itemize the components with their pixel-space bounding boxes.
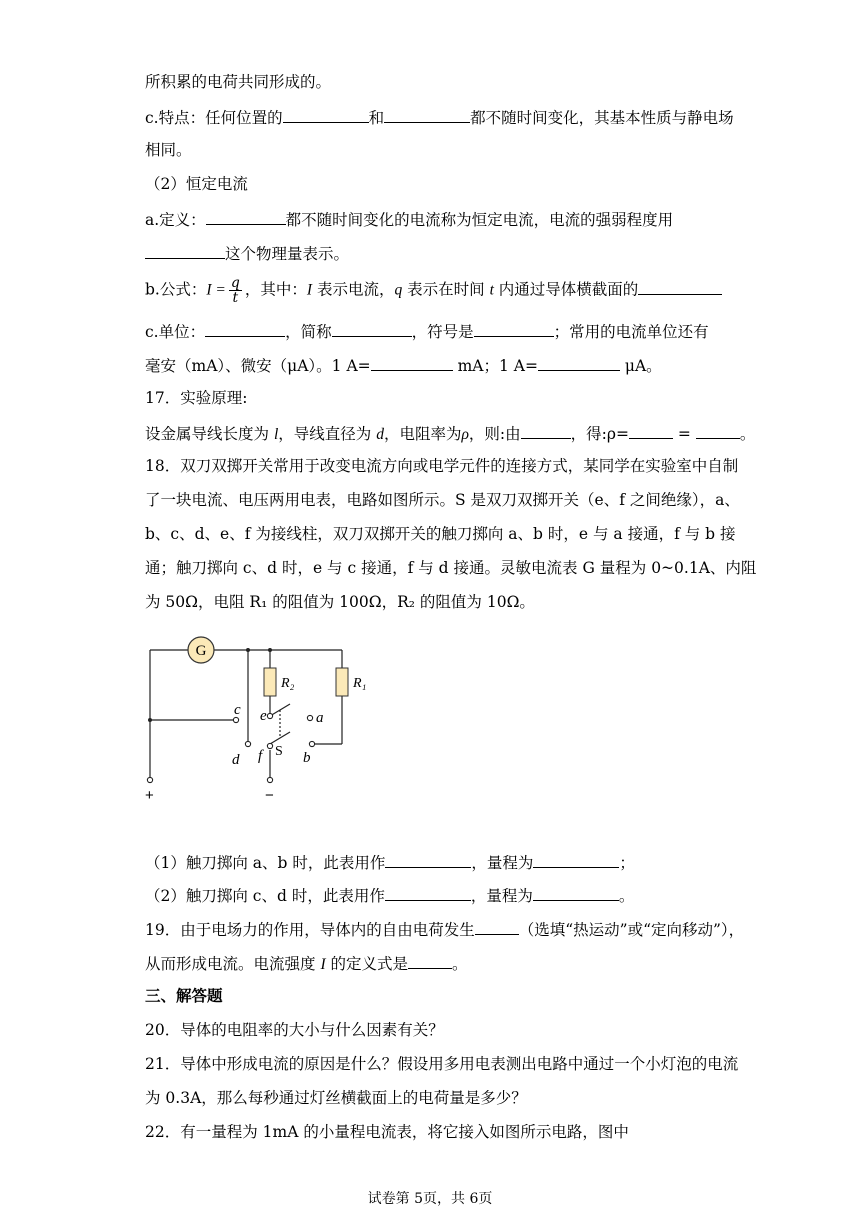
label-b: b xyxy=(303,750,311,766)
label-s: S xyxy=(275,744,283,759)
text-span: 为 50Ω，电阻 R₁ 的阻值为 100Ω，R₂ 的阻值为 10Ω。 xyxy=(145,593,535,611)
text-span: 18．双刀双掷开关常用于改变电流方向或电学元件的连接方式，某同学在实验室中自制 xyxy=(145,457,739,475)
fraction-numerator: q xyxy=(230,275,240,291)
text-line xyxy=(145,558,756,578)
text-span: 了一块电流、电压两用电表，电路如图所示。S 是双刀双掷开关（e、f 之间绝缘），a、 xyxy=(145,491,740,509)
text-line xyxy=(145,884,634,906)
junction-dot xyxy=(268,648,272,652)
formula-line xyxy=(145,276,722,305)
text-span: ，则:由 xyxy=(468,425,521,443)
galvanometer-label: G xyxy=(195,643,207,659)
terminal-minus xyxy=(267,777,272,782)
text-span: （2）恒定电流 xyxy=(145,175,248,193)
text-span: ，电阻率为 xyxy=(383,425,462,443)
answer-blank xyxy=(145,242,225,259)
text-span: （选填“热运动”或“定向移动”）， xyxy=(518,921,745,939)
fraction xyxy=(229,276,242,305)
text-span: a.定义： xyxy=(145,211,206,229)
text-span: ，量程为 xyxy=(471,854,534,872)
answer-blank xyxy=(385,851,471,868)
text-span: ，导线直径为 xyxy=(278,425,377,443)
text-span: 。 xyxy=(618,887,635,905)
junction-dot xyxy=(148,718,152,722)
text-line xyxy=(145,422,755,445)
label-a: a xyxy=(316,710,324,726)
answer-blank xyxy=(538,354,620,371)
text-span: c.特点：任何位置的 xyxy=(145,109,283,127)
circuit-diagram xyxy=(140,630,380,805)
text-line xyxy=(145,106,734,128)
text-span: 。 xyxy=(452,955,468,973)
text-line xyxy=(145,952,468,975)
text-span: （2）触刀掷向 c、d 时，此表用作 xyxy=(145,887,385,905)
variable: ρ xyxy=(461,426,469,443)
text-line xyxy=(145,1088,527,1108)
variable: l xyxy=(273,426,279,443)
answer-blank xyxy=(629,422,673,439)
terminal-b xyxy=(309,741,314,746)
answer-blank xyxy=(384,106,470,123)
resistor-r1 xyxy=(336,668,348,696)
section-title xyxy=(145,986,223,1006)
question-17 xyxy=(145,388,247,408)
answer-blank xyxy=(533,851,619,868)
variable: q xyxy=(394,281,403,299)
text-span: 表示电流， xyxy=(312,280,395,299)
section-heading xyxy=(145,174,248,194)
text-span: 内通过导体横截面的 xyxy=(493,280,639,299)
text-span: 为 0.3A，那么每秒通过灯丝横截面上的电荷量是多少？ xyxy=(145,1089,527,1107)
answer-blank xyxy=(332,320,412,337)
text-span: ； xyxy=(619,854,635,872)
label-plus: + xyxy=(145,787,154,804)
text-span: 20．导体的电阻率的大小与什么因素有关？ xyxy=(145,1021,444,1039)
answer-blank xyxy=(283,106,369,123)
text-span: 19．由于电场力的作用，导体内的自由电荷发生 xyxy=(145,921,475,939)
text-span: 和 xyxy=(368,109,385,127)
text-span: ，其中： xyxy=(244,280,307,299)
question-22 xyxy=(145,1122,629,1142)
text-line xyxy=(145,592,535,612)
variable: I xyxy=(320,956,326,973)
text-span: ，得:ρ= xyxy=(570,425,629,443)
text-span: mA；1 A= xyxy=(452,357,538,375)
terminal-f xyxy=(267,743,272,748)
answer-blank xyxy=(205,320,285,337)
r1-label: R₁ xyxy=(353,676,367,691)
question-18 xyxy=(145,456,738,476)
answer-blank xyxy=(475,918,519,935)
terminal-e xyxy=(267,713,272,718)
label-d: d xyxy=(232,752,240,768)
r2-label: R₂ xyxy=(281,676,295,691)
text-span: 三、解答题 xyxy=(145,986,223,1005)
answer-blank xyxy=(638,278,722,295)
terminal-d xyxy=(245,741,250,746)
answer-blank xyxy=(474,320,554,337)
text-span: 从而形成电流。电流强度 xyxy=(145,955,321,973)
text-line xyxy=(145,242,349,264)
text-span: ，简称 xyxy=(285,323,332,341)
text-span: 17．实验原理: xyxy=(145,389,248,407)
variable: d xyxy=(376,426,384,443)
fraction-denominator: t xyxy=(232,290,239,306)
question-20 xyxy=(145,1020,444,1040)
text-span: 通；触刀掷向 c、d 时，e 与 c 接通，f 与 d 接通。灵敏电流表 G 量程为 0~0.1A、内阻 xyxy=(145,559,757,577)
text-line xyxy=(145,208,673,230)
text-line xyxy=(145,851,635,873)
text-line xyxy=(145,524,736,544)
text-line xyxy=(145,320,709,342)
text-span: 21．导体中形成电流的原因是什么？假设用多用电表测出电路中通过一个小灯泡的电流 xyxy=(145,1055,739,1073)
label-e: e xyxy=(260,708,267,724)
text-span: 都不随时间变化的电流称为恒定电流，电流的强弱程度用 xyxy=(285,211,674,229)
text-line xyxy=(145,354,662,376)
variable: t xyxy=(489,281,494,299)
terminal-c xyxy=(233,717,238,722)
switch-blade xyxy=(270,732,290,744)
text-span: 都不随时间变化，其基本性质与静电场 xyxy=(470,109,734,127)
label-minus: − xyxy=(265,787,274,804)
junction-dot xyxy=(246,648,250,652)
formula-text: I = xyxy=(206,281,226,299)
variable: I xyxy=(306,281,313,299)
answer-blank xyxy=(206,208,286,225)
text-span: ；常用的电流单位还有 xyxy=(553,323,709,341)
text-line xyxy=(145,490,740,510)
text-span: = xyxy=(672,425,696,443)
text-span: 设金属导线长度为 xyxy=(145,425,274,443)
text-span: 毫安（mA）、微安（μA）。1 A= xyxy=(145,357,371,375)
answer-blank xyxy=(385,884,471,901)
text-span: 相同。 xyxy=(145,141,192,159)
answer-blank xyxy=(408,952,452,969)
text-span: 表示在时间 xyxy=(402,280,490,299)
text-span: 所积累的电荷共同形成的。 xyxy=(145,73,332,91)
question-19 xyxy=(145,918,744,940)
text-span: μA。 xyxy=(619,357,662,375)
text-span: b.公式： xyxy=(145,280,207,299)
resistor-r2 xyxy=(264,668,276,696)
terminal-a xyxy=(307,715,312,720)
text-line xyxy=(145,140,192,160)
terminal-plus xyxy=(147,777,152,782)
answer-blank xyxy=(696,422,740,439)
answer-blank xyxy=(533,884,619,901)
text-line xyxy=(145,72,331,92)
label-f: f xyxy=(258,748,263,764)
text-span: ，量程为 xyxy=(470,887,533,905)
label-c: c xyxy=(234,702,241,718)
text-span: 22．有一量程为 1mA 的小量程电流表，将它接入如图所示电路，图中 xyxy=(145,1123,629,1141)
text-span: 。 xyxy=(739,425,756,443)
answer-blank xyxy=(521,422,571,439)
answer-blank xyxy=(371,354,453,371)
text-span: 这个物理量表示。 xyxy=(225,245,350,263)
page-footer: 试卷第 5页，共 6页 xyxy=(367,1191,493,1207)
text-span: 的定义式是 xyxy=(325,955,409,973)
text-span: ，符号是 xyxy=(411,323,474,341)
text-span: b、c、d、e、f 为接线柱，双刀双掷开关的触刀掷向 a、b 时，e 与 a 接通，f 与 b 接 xyxy=(145,525,736,543)
text-span: （1）触刀掷向 a、b 时，此表用作 xyxy=(145,854,386,872)
question-21 xyxy=(145,1054,738,1074)
text-span: c.单位： xyxy=(145,323,206,341)
